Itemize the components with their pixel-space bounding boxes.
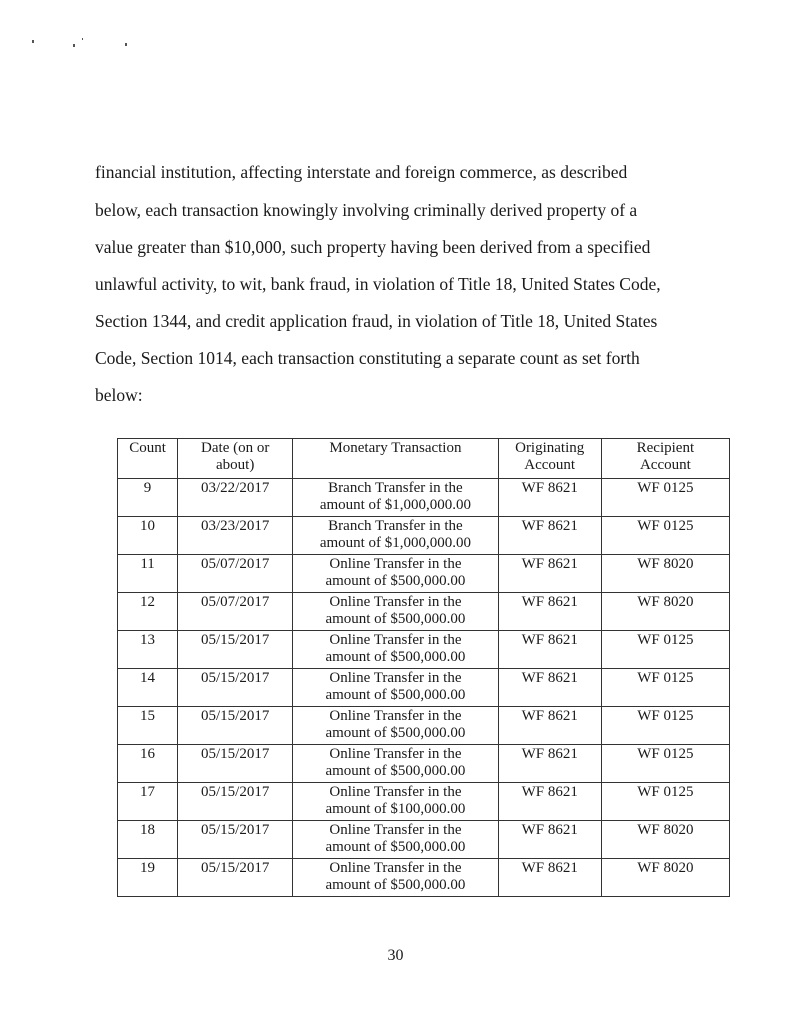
cell-date: 05/15/2017 — [178, 783, 293, 821]
cell-originating-account: WF 8621 — [498, 479, 601, 517]
table-row — [118, 745, 730, 783]
cell-originating-account: WF 8621 — [498, 517, 601, 555]
table-row — [118, 669, 730, 707]
page-number: 30 — [387, 947, 404, 964]
cell-count: 12 — [118, 593, 178, 631]
cell-count: 15 — [118, 707, 178, 745]
cell-recipient-account: WF 0125 — [601, 631, 729, 669]
body-line: unlawful activity, to wit, bank fraud, in violation of Title 18, United States Code, — [95, 274, 661, 294]
table-row — [118, 479, 730, 517]
cell-recipient-account: WF 8020 — [601, 821, 729, 859]
cell-recipient-account: WF 0125 — [601, 479, 729, 517]
cell-date: 05/07/2017 — [178, 555, 293, 593]
cell-transaction: Branch Transfer in the amount of $1,000,000.00 — [293, 517, 498, 555]
cell-date: 05/15/2017 — [178, 631, 293, 669]
cell-recipient-account: WF 8020 — [601, 593, 729, 631]
header-transaction: Monetary Transaction — [293, 439, 498, 479]
cell-count: 13 — [118, 631, 178, 669]
cell-transaction: Online Transfer in the amount of $500,000.00 — [293, 669, 498, 707]
cell-originating-account: WF 8621 — [498, 745, 601, 783]
cell-originating-account: WF 8621 — [498, 669, 601, 707]
body-line: below: — [95, 385, 143, 405]
cell-date: 05/15/2017 — [178, 707, 293, 745]
header-recipient-account: Recipient Account — [601, 439, 729, 479]
body-line: Code, Section 1014, each transaction constituting a separate count as set forth — [95, 348, 640, 368]
cell-date: 03/23/2017 — [178, 517, 293, 555]
cell-transaction: Online Transfer in the amount of $500,000.00 — [293, 593, 498, 631]
cell-transaction: Online Transfer in the amount of $100,000.00 — [293, 783, 498, 821]
cell-recipient-account: WF 0125 — [601, 517, 729, 555]
cell-count: 9 — [118, 479, 178, 517]
table-header-row — [118, 439, 730, 479]
cell-date: 05/15/2017 — [178, 821, 293, 859]
cell-date: 05/15/2017 — [178, 669, 293, 707]
table-row — [118, 859, 730, 897]
cell-recipient-account: WF 0125 — [601, 707, 729, 745]
cell-count: 16 — [118, 745, 178, 783]
scan-speck — [32, 40, 34, 43]
scan-speck — [73, 44, 75, 47]
cell-originating-account: WF 8621 — [498, 631, 601, 669]
table-row — [118, 593, 730, 631]
cell-count: 18 — [118, 821, 178, 859]
table-row — [118, 821, 730, 859]
body-line: value greater than $10,000, such property having been derived from a specified — [95, 237, 651, 257]
body-line: Section 1344, and credit application fraud, in violation of Title 18, United States — [95, 311, 658, 331]
cell-recipient-account: WF 8020 — [601, 859, 729, 897]
cell-transaction: Branch Transfer in the amount of $1,000,000.00 — [293, 479, 498, 517]
body-line: below, each transaction knowingly involving criminally derived property of a — [95, 200, 638, 220]
cell-count: 17 — [118, 783, 178, 821]
cell-recipient-account: WF 8020 — [601, 555, 729, 593]
table-row — [118, 517, 730, 555]
cell-originating-account: WF 8621 — [498, 783, 601, 821]
cell-originating-account: WF 8621 — [498, 821, 601, 859]
scan-speck — [125, 43, 127, 46]
cell-recipient-account: WF 0125 — [601, 669, 729, 707]
cell-originating-account: WF 8621 — [498, 707, 601, 745]
header-date: Date (on or about) — [178, 439, 293, 479]
scan-speck — [82, 38, 83, 40]
cell-recipient-account: WF 0125 — [601, 745, 729, 783]
cell-count: 14 — [118, 669, 178, 707]
body-line: financial institution, affecting interstate and foreign commerce, as described — [95, 162, 628, 182]
header-count: Count — [118, 439, 178, 479]
cell-date: 05/15/2017 — [178, 745, 293, 783]
cell-transaction: Online Transfer in the amount of $500,000.00 — [293, 555, 498, 593]
cell-originating-account: WF 8621 — [498, 555, 601, 593]
cell-originating-account: WF 8621 — [498, 593, 601, 631]
cell-transaction: Online Transfer in the amount of $500,000.00 — [293, 631, 498, 669]
header-originating-account: Originating Account — [498, 439, 601, 479]
table-row — [118, 631, 730, 669]
cell-originating-account: WF 8621 — [498, 859, 601, 897]
cell-transaction: Online Transfer in the amount of $500,000.00 — [293, 859, 498, 897]
cell-date: 05/07/2017 — [178, 593, 293, 631]
cell-recipient-account: WF 0125 — [601, 783, 729, 821]
cell-count: 10 — [118, 517, 178, 555]
cell-date: 03/22/2017 — [178, 479, 293, 517]
cell-transaction: Online Transfer in the amount of $500,000.00 — [293, 707, 498, 745]
cell-date: 05/15/2017 — [178, 859, 293, 897]
table-row — [118, 707, 730, 745]
table-row — [118, 555, 730, 593]
table-row — [118, 783, 730, 821]
cell-transaction: Online Transfer in the amount of $500,000.00 — [293, 821, 498, 859]
cell-transaction: Online Transfer in the amount of $500,000.00 — [293, 745, 498, 783]
cell-count: 19 — [118, 859, 178, 897]
transactions-table — [117, 438, 730, 897]
cell-count: 11 — [118, 555, 178, 593]
